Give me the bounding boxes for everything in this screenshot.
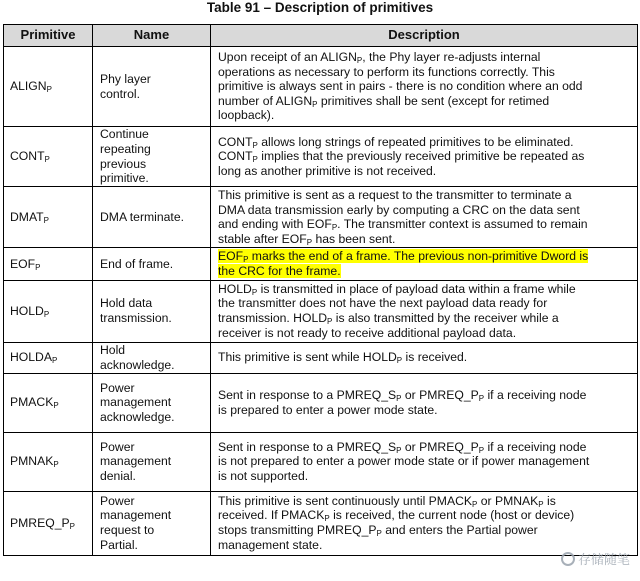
name-cell — [93, 187, 211, 248]
name-line: DMA terminate. — [100, 209, 184, 224]
description-cell — [211, 187, 638, 248]
text-segment: stable after EOF — [218, 231, 307, 246]
subscript: P — [478, 393, 485, 403]
description-cell — [211, 432, 638, 491]
text-segment: primitive is always sent in pairs - there is no condition where an odd — [218, 79, 583, 94]
subscript: P — [478, 445, 485, 455]
primitive-label: EOF — [10, 256, 36, 271]
text-segment: Upon receipt of an ALIGN — [218, 50, 357, 65]
name-line: acknowledge. — [100, 409, 175, 424]
primitive-subscript: P — [44, 155, 50, 165]
text-segment: EOF — [218, 249, 244, 264]
text-segment: long as another primitive is not received. — [218, 163, 437, 178]
text-segment: HOLD — [218, 281, 252, 296]
name-line: Phy layer — [100, 71, 151, 86]
text-segment: . The transmitter context is assumed to remain — [337, 217, 588, 232]
name-cell — [93, 491, 211, 555]
primitive-cell — [4, 248, 93, 280]
primitive-cell — [4, 280, 93, 342]
primitive-label: DMAT — [10, 209, 44, 224]
text-segment: is received. — [402, 350, 468, 365]
text-segment: is not supported. — [218, 468, 309, 483]
name-line: management — [100, 454, 172, 469]
text-segment: This primitive is sent continuously until PMACK — [218, 493, 472, 508]
name-cell — [93, 127, 211, 187]
description-cell — [211, 127, 638, 187]
text-segment: number of ALIGN — [218, 93, 313, 108]
primitive-subscript: P — [35, 262, 41, 272]
watermark-text: 存储随笔 — [577, 553, 630, 568]
name-cell — [93, 432, 211, 491]
text-segment: the CRC for the frame. — [218, 263, 341, 278]
text-segment: transmission. HOLD — [218, 311, 328, 326]
text-segment: and ending with EOF — [218, 217, 332, 232]
table-row — [4, 342, 638, 373]
table-row — [4, 280, 638, 342]
watermark — [561, 549, 630, 568]
primitive-subscript: P — [53, 401, 59, 411]
text-segment: is prepared to enter a power mode state. — [218, 402, 438, 417]
primitive-cell — [4, 342, 93, 373]
description-text — [218, 494, 574, 552]
description-text — [218, 249, 588, 278]
name-cell — [93, 47, 211, 127]
name-line: management — [100, 395, 172, 410]
name-line: control. — [100, 86, 140, 101]
table-row — [4, 47, 638, 127]
description-cell — [211, 248, 638, 280]
description-text — [218, 50, 582, 122]
name-line: Continue — [100, 127, 149, 142]
subscript: P — [396, 356, 403, 366]
table-row — [4, 248, 638, 280]
primitive-label: PMNAK — [10, 454, 54, 469]
subscript: P — [376, 529, 382, 539]
subscript: P — [243, 255, 249, 265]
description-cell — [211, 342, 638, 373]
text-segment: received. If PMACK — [218, 508, 325, 523]
description-text — [218, 388, 586, 417]
name-line: previous — [100, 156, 147, 171]
text-segment: is — [543, 493, 556, 508]
primitive-label: HOLDA — [10, 350, 52, 365]
name-line: Power — [100, 439, 135, 454]
subscript: P — [331, 223, 338, 233]
text-segment: is not prepared to enter a power mode state or if power management — [218, 454, 590, 469]
description-text — [218, 282, 576, 340]
subscript: P — [306, 237, 313, 247]
subscript: P — [356, 56, 363, 66]
primitive-cell — [4, 373, 93, 432]
primitive-subscript: P — [53, 460, 59, 470]
subscript: P — [324, 514, 330, 524]
text-segment: DMA data transmission early by computing a CRC on the data sent — [218, 202, 580, 217]
primitive-label: CONT — [10, 149, 45, 164]
header-name: Name — [93, 25, 211, 47]
description-text — [218, 188, 588, 246]
primitive-subscript: P — [69, 521, 75, 531]
table-row — [4, 127, 638, 187]
header-primitive: Primitive — [4, 25, 93, 47]
text-segment: receiver is not ready to receive additional payload data. — [218, 325, 517, 340]
text-segment: allows long strings of repeated primitives to be eliminated. — [257, 134, 574, 149]
name-line: Partial. — [100, 537, 138, 552]
text-segment: is received, the current node (host or device) — [329, 508, 575, 523]
subscript: P — [396, 445, 402, 455]
primitive-label: ALIGN — [10, 79, 47, 94]
name-line: request to — [100, 523, 155, 538]
name-line: Hold data — [100, 296, 153, 311]
table-title: Table 91 – Description of primitives — [206, 0, 434, 15]
primitive-label: PMREQ_P — [10, 515, 70, 530]
primitive-subscript: P — [46, 85, 52, 95]
description-cell — [211, 491, 638, 555]
name-cell — [93, 280, 211, 342]
subscript: P — [251, 287, 258, 297]
text-segment: management state. — [218, 537, 323, 552]
description-text — [218, 135, 584, 178]
text-segment: if a receiving node — [484, 439, 587, 454]
name-line: primitive. — [100, 171, 149, 186]
text-segment: is also transmitted by the receiver while a — [332, 311, 559, 326]
primitive-label: PMACK — [10, 395, 54, 410]
text-segment: marks the end of a frame. The previous non-primitive Dword is — [248, 249, 589, 264]
primitive-cell — [4, 187, 93, 248]
text-segment: operations as necessary to perform its functions correctly. This — [218, 64, 555, 79]
name-cell — [93, 248, 211, 280]
primitive-label: HOLD — [10, 303, 44, 318]
text-segment: Sent in response to a PMREQ_S — [218, 439, 397, 454]
header-row — [4, 25, 638, 47]
name-line: denial. — [100, 468, 136, 483]
subscript: P — [396, 393, 402, 403]
text-segment: is transmitted in place of payload data within a frame while — [257, 281, 576, 296]
watermark-logo-icon — [561, 552, 575, 566]
text-segment: CONT — [218, 134, 253, 149]
primitive-cell — [4, 47, 93, 127]
subscript: P — [538, 499, 544, 509]
table-row — [4, 432, 638, 491]
text-segment: if a receiving node — [484, 387, 587, 402]
description-text — [218, 350, 467, 364]
subscript: P — [252, 155, 258, 165]
text-segment: or PMNAK — [477, 493, 539, 508]
text-segment: and enters the Partial power — [381, 523, 538, 538]
subscript: P — [472, 499, 478, 509]
header-description: Description — [211, 25, 638, 47]
table-row — [4, 373, 638, 432]
primitive-cell — [4, 491, 93, 555]
name-line: transmission. — [100, 311, 172, 326]
table-row — [4, 187, 638, 248]
name-line: Power — [100, 493, 135, 508]
primitive-subscript: P — [43, 215, 49, 225]
name-line: Hold — [100, 342, 126, 357]
text-segment: the transmitter does not have the next payload data ready for — [218, 296, 548, 311]
description-cell — [211, 47, 638, 127]
text-segment: loopback). — [218, 108, 275, 123]
name-line: acknowledge. — [100, 357, 175, 372]
primitive-cell — [4, 127, 93, 187]
name-line: End of frame. — [100, 256, 174, 271]
text-segment: Sent in response to a PMREQ_S — [218, 387, 397, 402]
text-segment: or PMREQ_P — [401, 439, 479, 454]
name-cell — [93, 342, 211, 373]
text-segment: , the Phy layer re-adjusts internal — [362, 50, 541, 65]
table-row — [4, 491, 638, 555]
text-segment: primitives shall be sent (except for retimed — [317, 93, 550, 108]
text-segment: This primitive is sent while HOLD — [218, 350, 397, 365]
name-line: repeating — [100, 141, 151, 156]
name-line: management — [100, 508, 172, 523]
primitive-cell — [4, 432, 93, 491]
subscript: P — [327, 317, 333, 327]
primitive-subscript: P — [43, 309, 50, 319]
description-text — [218, 440, 589, 483]
name-line: Power — [100, 380, 135, 395]
primitive-subscript: P — [52, 356, 58, 366]
text-segment: stops transmitting PMREQ_P — [218, 523, 377, 538]
description-cell — [211, 373, 638, 432]
text-segment: has been sent. — [312, 231, 396, 246]
primitives-table — [3, 24, 638, 556]
subscript: P — [312, 99, 318, 109]
text-segment: This primitive is sent as a request to the transmitter to terminate a — [218, 188, 572, 202]
text-segment: CONT — [218, 149, 253, 164]
subscript: P — [252, 140, 258, 150]
description-cell — [211, 280, 638, 342]
text-segment: implies that the previously received primitive be repeated as — [257, 149, 585, 164]
name-cell — [93, 373, 211, 432]
text-segment: or PMREQ_P — [401, 387, 479, 402]
